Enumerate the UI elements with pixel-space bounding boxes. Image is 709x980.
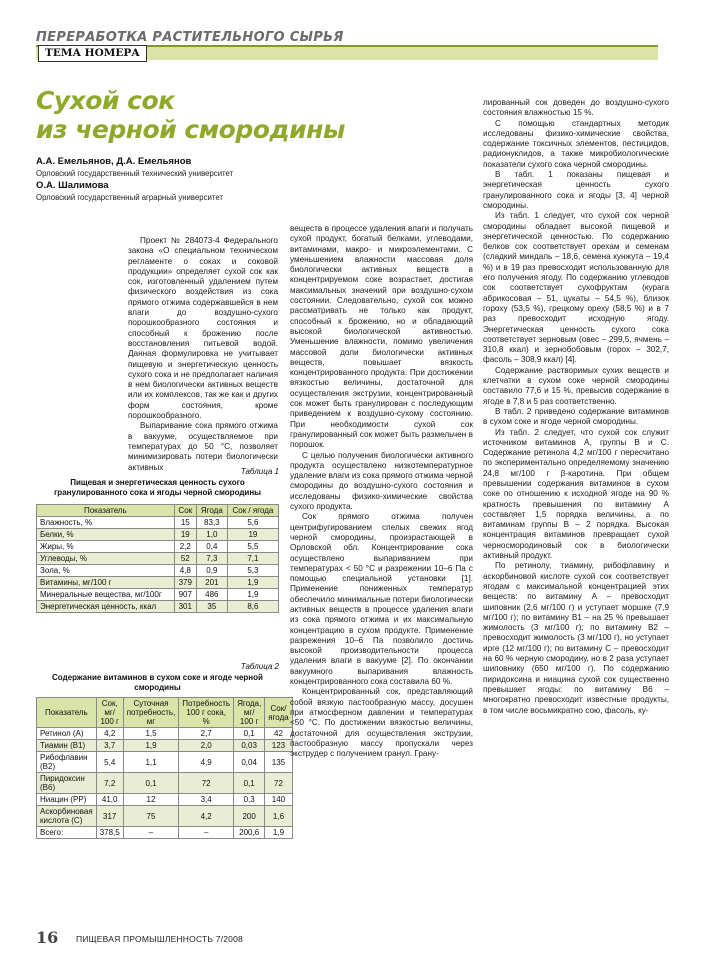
- table-cell: 8,6: [227, 601, 278, 613]
- table-2: [36, 697, 293, 839]
- table-2-caption: Таблица 2: [240, 662, 279, 671]
- table-cell: Энергетическая ценность, ккал: [37, 601, 175, 613]
- table-cell: Жиры, %: [37, 541, 175, 553]
- table-cell: 5,4: [96, 752, 123, 773]
- table-cell: 4,2: [96, 728, 123, 740]
- table-cell: 41,0: [96, 794, 123, 806]
- table-cell: 15: [174, 517, 196, 529]
- table-cell: 12: [123, 794, 179, 806]
- table-header-cell: Сок, мг/ 100 г: [96, 698, 123, 728]
- column-2-text: [290, 224, 473, 759]
- table-cell: Минеральные вещества, мг/100г: [37, 589, 175, 601]
- paragraph: Содержание растворимых сухих веществ и клетчатки в сухом соке черной смородины составило 77,6 и 15 %, превысив содержание в ягоде в 7,8 и 5 раз соответственно.: [483, 365, 669, 406]
- table-cell: Рибофлавин (B2): [37, 752, 97, 773]
- table-cell: 1,0: [196, 529, 227, 541]
- table-cell: 19: [227, 529, 278, 541]
- table-cell: 317: [96, 806, 123, 827]
- table-cell: 35: [196, 601, 227, 613]
- table-cell: 75: [123, 806, 179, 827]
- section-rubric: ПЕРЕРАБОТКА РАСТИТЕЛЬНОГО СЫРЬЯ: [36, 30, 344, 45]
- table-header-cell: Потребность 100 г сока, %: [179, 698, 234, 728]
- page-number: 16: [36, 928, 59, 947]
- table-cell: 1,5: [123, 728, 179, 740]
- table-cell: 123: [265, 740, 292, 752]
- table-cell: 0,1: [234, 728, 265, 740]
- table-cell: –: [123, 827, 179, 839]
- table-cell: 1,9: [123, 740, 179, 752]
- table-header-cell: Ягода, мг/ 100 г: [234, 698, 265, 728]
- table-cell: 200,6: [234, 827, 265, 839]
- table-header-cell: Показатель: [37, 698, 97, 728]
- table-row: [37, 589, 279, 601]
- table-cell: 1,1: [123, 752, 179, 773]
- table-row: [37, 577, 279, 589]
- table-cell: 7,2: [96, 773, 123, 794]
- table-row: [37, 740, 293, 752]
- table-row: [37, 728, 293, 740]
- table-row: [37, 794, 293, 806]
- table-cell: 5,6: [227, 517, 278, 529]
- journal-name: ПИЩЕВАЯ ПРОМЫШЛЕННОСТЬ 7/2008: [76, 934, 243, 944]
- table-cell: Влажность, %: [37, 517, 175, 529]
- table-cell: 201: [196, 577, 227, 589]
- table-cell: 3,7: [96, 740, 123, 752]
- table-row: [37, 827, 293, 839]
- table-cell: Углеводы, %: [37, 553, 175, 565]
- table-cell: 0,1: [123, 773, 179, 794]
- table-cell: 4,2: [179, 806, 234, 827]
- table-cell: Ретинол (А): [37, 728, 97, 740]
- table-cell: 378,5: [96, 827, 123, 839]
- author-affiliation: Орловский государственный аграрный университет: [36, 193, 224, 202]
- theme-label: ТЕМА НОМЕРА: [38, 45, 147, 62]
- table-cell: Витамины, мг/100 г: [37, 577, 175, 589]
- table-cell: Аскорбиновая кислота (С): [37, 806, 97, 827]
- table-row: [37, 752, 293, 773]
- table-header-row: [37, 698, 293, 728]
- paragraph: Сок прямого отжима получен центрифугированием спелых свежих ягод черной смородины, произрастающей в Орловской обл. Концентрирование сока осуществлено выпариванием при температурах < 50 °С и разрежении 10–6 Па с помощью специальной установки [1]. Применение пониженных температур обеспечило минимальные потери биологически активных веществ в процессе удаления влаги из сока прямого отжима и их максимальную концентрацию в сухом продукте. Применение разрежения 10–6 Па позволило достичь высокой производительности процесса удаления влаги в вакууме [2]. По окончании вакуумного выпаривания влажность концентрированного сока составила 60 %.: [290, 512, 473, 687]
- table-cell: Ниацин (PP): [37, 794, 97, 806]
- table-cell: 907: [174, 589, 196, 601]
- author-names: А.А. Емельянов, Д.А. Емельянов: [36, 156, 192, 167]
- paragraph: В табл. 2 приведено содержание витаминов в сухом соке и ягоде черной смородины.: [483, 406, 669, 427]
- table-cell: 83,3: [196, 517, 227, 529]
- table-header-cell: Сок/ ягода: [265, 698, 292, 728]
- table-row: [37, 553, 279, 565]
- table-row: [37, 806, 293, 827]
- table-cell: 379: [174, 577, 196, 589]
- table-cell: 42: [265, 728, 292, 740]
- table-cell: 0,04: [234, 752, 265, 773]
- table-cell: 1,6: [265, 806, 292, 827]
- column-1-text: [128, 236, 278, 473]
- table-cell: 1,9: [265, 827, 292, 839]
- table-cell: 0,03: [234, 740, 265, 752]
- table-1-caption: Таблица 1: [240, 467, 279, 476]
- table-cell: 0,3: [234, 794, 265, 806]
- table-cell: 200: [234, 806, 265, 827]
- table-header-cell: Показатель: [37, 505, 175, 517]
- table-cell: 0,4: [196, 541, 227, 553]
- table-cell: 301: [174, 601, 196, 613]
- table-cell: 1,9: [227, 589, 278, 601]
- paragraph: С целью получения биологически активного продукта осуществлено низкотемпературное удаление влаги из сока прямого отжима черной смородины до воздушно-сухого состояния и исследованы физико-химические свойства сухого продукта.: [290, 450, 473, 512]
- table-header-cell: Сок / ягода: [227, 505, 278, 517]
- article-title-line2: из черной смородины: [36, 115, 346, 144]
- table-cell: 72: [179, 773, 234, 794]
- table-cell: 7,1: [227, 553, 278, 565]
- paragraph: Концентрированный сок, представляющий собой вязкую пастообразную массу, досушен при атмосферном давлении и температурах <50 °С. По достижении вязкостью величины, достаточной для осуществления экструзии, пастообразную массу пропускали через экструдер с получением гранул. Грану-: [290, 687, 473, 759]
- paragraph: По ретинолу, тиамину, рибофлавину и аскорбиновой кислоте сухой сок соответствует ягодам с максимальной концентрацией этих веществ: по витамину А – превосходит шиповник (2,6 мг/100 г) и уступает моршке (7,9 мг/100 г); по витамину B1 – на 25 % превышает жимолость (3 мг/100 г); по витамину B2 – превосходит жимолость (3 мг/100 г), но уступает ирге (12 мг/100 г); по витамину С – превосходит на 60 % черную смородину, но в 2 раза уступает шиповнику (650 мг/100 г). По содержанию пиридоксина и ниацина сухой сок существенно превышает ягоды: по витамину B6 – многократно превосходит известные продукты, в том числе восьмикратно сою, фасоль, ку-: [483, 561, 669, 715]
- table-header-cell: Сок: [174, 505, 196, 517]
- table-cell: 2,0: [179, 740, 234, 752]
- table-header-cell: Суточная потребность, мг: [123, 698, 179, 728]
- table-row: [37, 541, 279, 553]
- paragraph: Из табл. 1 следует, что сухой сок черной смородины обладает высокой пищевой и энергетической ценностью. По содержанию белков сок соответствует орехам и семенам (сладкий миндаль – 18,6, семена кунжута – 19,4 %) и в 19 раз превосходит использованную для его получения ягоду. По содержанию углеводов сок соответствует сухофруктам (курага абрикосовая – 51, цукаты – 54,5 %), близок гороху (53,5 %), грецкому ореху (58,5 %) и в 7 раз превосходит исходную ягоду. Энергетическая ценность сухого сока соответствует зерновым (овес – 299,5, ячмень – 310,8 ккал) и зернобобовым (горох – 302,7, фасоль – 308,9 ккал) [4].: [483, 211, 669, 365]
- paragraph: В табл. 1 показаны пищевая и энергетическая ценность сухого гранулированного сока и ягоды [3, 4] черной смородины.: [483, 170, 669, 210]
- table-1-title: Пищевая и энергетическая ценность сухого гранулированного сока и ягоды черной смородины: [53, 478, 262, 497]
- table-cell: 52: [174, 553, 196, 565]
- table-cell: –: [179, 827, 234, 839]
- column-3-text: [483, 98, 669, 716]
- table-cell: Всего:: [37, 827, 97, 839]
- table-cell: 72: [265, 773, 292, 794]
- table-cell: 1,9: [227, 577, 278, 589]
- table-1: [36, 504, 279, 613]
- table-row: [37, 601, 279, 613]
- table-cell: 2,2: [174, 541, 196, 553]
- paragraph: Проект № 284073-4 Федерального закона «О специальном техническом регламенте о соках и соковой продукции» определяет сухой сок как сок, изготовленный удалением путем физического воздействия из сока прямого отжима содержавшейся в нем влаги до воздушно-сухого порошкообразного состояния и способный к брожению после восстановления питьевой водой. Данная формулировка не учитывает пищевую и энергетическую ценность сухого сока и не предполагает наличия в нем биологически активных веществ или их комплексов, так же как и других форм состояния, кроме порошкообразного.: [128, 236, 278, 421]
- table-row: [37, 773, 293, 794]
- paragraph: Из табл. 2 следует, что сухой сок служит источником витаминов А, группы В и С. Содержание ретинола 4,2 мг/100 г пересчитано по экспериментально определяемому значению 24,8 мг/100 г β-каротина. При общем превышении содержания витаминов в сухом соке по отношению к исходной ягоде на 90 % кратность превышения по витамину А составляет 1,5 порядка величины, а по витаминам группы В – 2 порядка. Высокая концентрация витаминов превращает сухой черносмородиновый сок в биологически активный продукт.: [483, 427, 669, 561]
- table-cell: 140: [265, 794, 292, 806]
- table-cell: Белки, %: [37, 529, 175, 541]
- paragraph: Выпаривание сока прямого отжима в вакууме, осуществляемое при температурах до 50 °С, позволяет минимизировать потери биологически активных: [128, 421, 278, 472]
- author-affiliation: Орловский государственный технический университет: [36, 169, 234, 178]
- table-2-title: Содержание витаминов в сухом соке и ягоде черной смородины: [52, 673, 263, 692]
- paragraph: С помощью стандартных методик исследованы физико-химические свойства, содержание токсичных элементов, пестицидов, радионуклидов, а также микробиологические показатели сухого сока черной смородины.: [483, 118, 669, 169]
- paragraph: лированный сок доведен до воздушно-сухого состояния влажностью 15 %.: [483, 98, 669, 118]
- table-cell: 0,9: [196, 565, 227, 577]
- article-title-line1: Сухой сок: [36, 86, 175, 115]
- table-cell: 135: [265, 752, 292, 773]
- paragraph: веществ в процессе удаления влаги и получать сухой продукт, богатый белками, углеводами, витаминами, макро- и микроэлементами. С уменьшением влажности массовая доля биологически активных веществ в концентрируемом соке возрастает, достигая максимальных значений при воздушно-сухом состоянии. Следовательно, сухой сок можно рассматривать не только как продукт, способный к брожению, но и обладающий высокой биологической активностью. Уменьшение влажности, помимо увеличения массовой доли биологически активных веществ, повышает вязкость концентрированного продукта. При достижении вязкостью величины, достаточной для осуществления экструзии, концентрированный сок может быть гранулирован с последующим приведением к воздушно-сухому состоянию. При необходимости сухой сок гранулированный сок может быть размельчен в порошок.: [290, 224, 473, 450]
- table-cell: Тиамин (B1): [37, 740, 97, 752]
- table-cell: 486: [196, 589, 227, 601]
- table-row: [37, 565, 279, 577]
- table-cell: 2,7: [179, 728, 234, 740]
- table-header-row: [37, 505, 279, 517]
- table-cell: 0,1: [234, 773, 265, 794]
- table-cell: Зола, %: [37, 565, 175, 577]
- table-cell: 3,4: [179, 794, 234, 806]
- table-cell: 7,3: [196, 553, 227, 565]
- table-cell: Пиридоксин (B6): [37, 773, 97, 794]
- author-names: О.А. Шалимова: [36, 180, 109, 191]
- table-cell: 4,9: [179, 752, 234, 773]
- table-row: [37, 529, 279, 541]
- table-header-cell: Ягода: [196, 505, 227, 517]
- table-cell: 5,5: [227, 541, 278, 553]
- table-cell: 5,3: [227, 565, 278, 577]
- table-cell: 19: [174, 529, 196, 541]
- table-row: [37, 517, 279, 529]
- table-cell: 4,8: [174, 565, 196, 577]
